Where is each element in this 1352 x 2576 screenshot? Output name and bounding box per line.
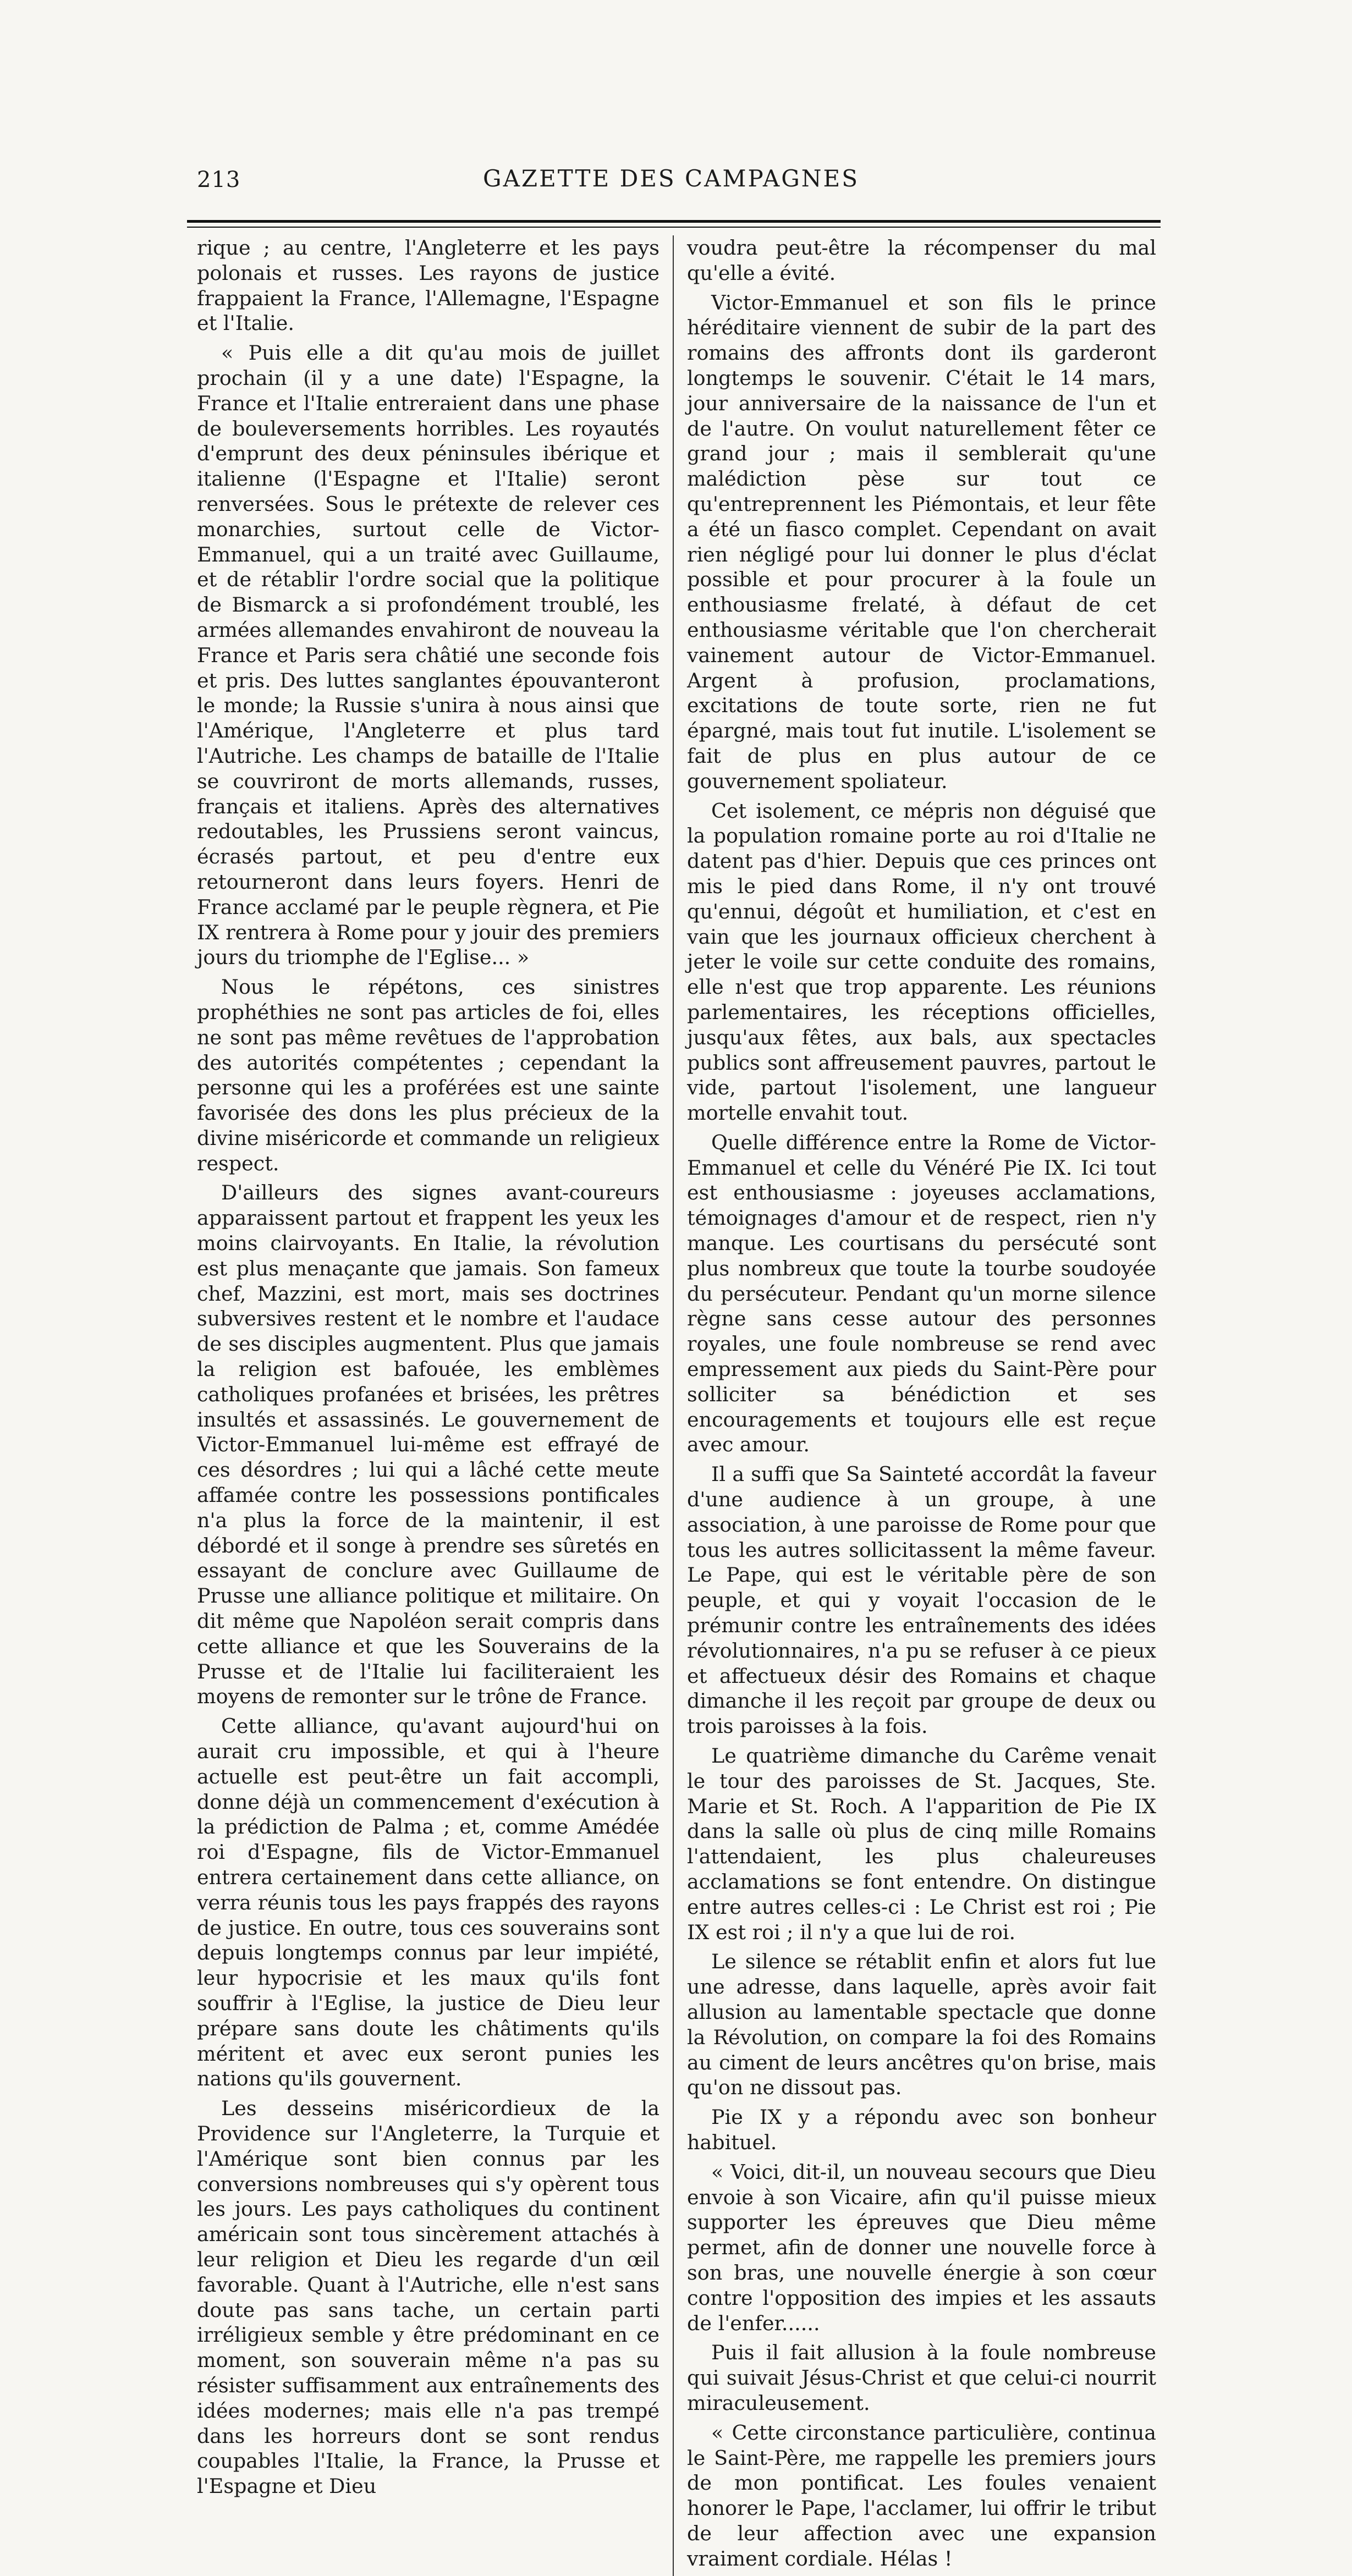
- paragraph: Puis il fait allusion à la foule nombreuse qui suivait Jésus-Christ et que celui-ci nourrit miraculeusement.: [687, 2341, 1156, 2415]
- right-column: [674, 235, 1161, 2576]
- paragraph: Cet isolement, ce mépris non déguisé que la population romaine porte au roi d'Italie ne datent pas d'hier. Depuis que ces princes ont mis le pied dans Rome, il n'y ont trouvé qu'ennui, dégoût et humiliation, et c'est en vain que les journaux officieux cherchent à jeter le voile sur cette conduite des romains, elle n'est que trop apparente. Les réunions parlementaires, les réceptions officielles, jusqu'aux fêtes, aux bals, aux spectacles publics sont affreusement pauvres, partout le vide, partout l'isolement, une langueur mortelle envahit tout.: [687, 799, 1156, 1125]
- article-columns: [187, 235, 1161, 2571]
- paragraph: Cette alliance, qu'avant aujourd'hui on aurait cru impossible, et qui à l'heure actuelle est peut-être un fait accompli, donne déjà un commencement d'exécution à la prédiction de Palma ; et, comme Amédée roi d'Espagne, fils de Victor-Emmanuel entrera certainement dans cette alliance, on verra réunis tous les pays frappés des rayons de justice. En outre, tous ces souverains sont depuis longtemps connus par leur impiété, leur hypocrisie et les maux qu'ils font souffrir à l'Eglise, la justice de Dieu leur prépare sans doute les châtiments qu'ils méritent et avec eux seront punies les nations qu'ils gouvernent.: [197, 1714, 659, 2091]
- paragraph: Il a suffi que Sa Sainteté accordât la faveur d'une audience à un groupe, à une association, à une paroisse de Rome pour que tous les autres sollicitassent la même faveur. Le Pape, qui est le véritable père de son peuple, et qui y voyait l'occasion de le prémunir contre les entraînements des idées révolutionnaires, n'a pu se refuser à ce pieux et affectueux désir des Romains et chaque dimanche il les reçoit par groupe de deux ou trois paroisses à la fois.: [687, 1462, 1156, 1738]
- paragraph: voudra peut-être la récompenser du mal qu'elle a évité.: [687, 236, 1156, 285]
- paragraph: Pie IX y a répondu avec son bonheur habituel.: [687, 2105, 1156, 2154]
- header-rule-thin: [187, 227, 1161, 228]
- journal-title: GAZETTE DES CAMPAGNES: [483, 165, 859, 192]
- paragraph: Les desseins miséricordieux de la Providence sur l'Angleterre, la Turquie et l'Amérique sont bien connus par les conversions nombreuses qui s'y opèrent tous les jours. Les pays catholiques du continent américain sont tous sincèrement attachés à leur religion et Dieu les regarde d'un œil favorable. Quant à l'Autriche, elle n'est sans doute pas sans tache, un certain parti irréligieux semble y être prédominant en ce moment, son souverain même n'a pas su résister suffisamment aux entraînements des idées modernes; mais elle n'a pas trempé dans les horreurs dont se sont rendus coupables l'Italie, la France, la Prusse et l'Espagne et Dieu: [197, 2096, 659, 2498]
- paragraph: Nous le répétons, ces sinistres prophéthies ne sont pas articles de foi, elles ne sont pas même revêtues de l'approbation des autorités compétentes ; cependant la personne qui les a proférées est une sainte favorisée des dons les plus précieux de la divine miséricorde et commande un religieux respect.: [197, 975, 659, 1175]
- paragraph: « Voici, dit-il, un nouveau secours que Dieu envoie à son Vicaire, afin qu'il puisse mieux supporter les épreuves que Dieu même permet, afin de donner une nouvelle force à son bras, une nouvelle énergie à son cœur contre l'opposition des impies et les assauts de l'enfer......: [687, 2160, 1156, 2335]
- header-rule-thick: [187, 220, 1161, 223]
- paragraph: D'ailleurs des signes avant-coureurs apparaissent partout et frappent les yeux les moins clairvoyants. En Italie, la révolution est plus menaçante que jamais. Son fameux chef, Mazzini, est mort, mais ses doctrines subversives restent et le nombre et l'audace de ses disciples augmentent. Plus que jamais la religion est bafouée, les emblèmes catholiques profanées et brisées, les prêtres insultés et assassinés. Le gouvernement de Victor-Emmanuel lui-même est effrayé de ces désordres ; lui qui a lâché cette meute affamée contre les possessions pontificales n'a plus la force de la maintenir, il est débordé et il songe à prendre ses sûretés en essayant de conclure avec Guillaume de Prusse une alliance politique et militaire. On dit même que Napoléon serait compris dans cette alliance et que les Souverains de la Prusse et de l'Italie lui faciliteraient les moyens de remonter sur le trône de France.: [197, 1181, 659, 1709]
- page-header: [182, 165, 1161, 203]
- paragraph: « Puis elle a dit qu'au mois de juillet prochain (il y a une date) l'Espagne, la France et l'Italie entreraient dans une phase de bouleversements horribles. Les royautés d'emprunt des deux péninsules ibérique et italienne (l'Espagne et l'Italie) seront renversées. Sous le prétexte de relever ces monarchies, surtout celle de Victor-Emmanuel, qui a un traité avec Guillaume, et de rétablir l'ordre social que la politique de Bismarck a si profondément troublé, les armées allemandes envahiront de nouveau la France et Paris sera châtié une seconde fois et pris. Des luttes sanglantes épouvanteront le monde; la Russie s'unira à nous ainsi que l'Amérique, l'Angleterre et plus tard l'Autriche. Les champs de bataille de l'Italie se couvriront de morts allemands, russes, français et italiens. Après des alternatives redoutables, les Prussiens seront vaincus, écrasés partout, et peu d'entre eux retourneront dans leurs foyers. Henri de France acclamé par le peuple règnera, et Pie IX rentrera à Rome pour y jouir des premiers jours du triomphe de l'Eglise... »: [197, 341, 659, 970]
- paragraph: Victor-Emmanuel et son fils le prince héréditaire viennent de subir de la part des romains des affronts dont ils garderont longtemps le souvenir. C'était le 14 mars, jour anniversaire de la naissance de l'un et de l'autre. On voulut naturellement fêter ce grand jour ; mais il semblerait qu'une malédiction pèse sur tout ce qu'entreprennent les Piémontais, et leur fête a été un fiasco complet. Cependant on avait rien négligé pour lui donner le plus d'éclat possible et pour procurer à la foule un enthousiasme frelaté, à défaut de cet enthousiasme véritable que l'on chercherait vainement autour de Victor-Emmanuel. Argent à profusion, proclamations, excitations de toute sorte, rien ne fut épargné, mais tout fut inutile. L'isolement se fait de plus en plus autour de ce gouvernement spoliateur.: [687, 290, 1156, 793]
- left-column: [187, 235, 674, 2576]
- newspaper-page: [182, 165, 1161, 2571]
- paragraph: Quelle différence entre la Rome de Victor-Emmanuel et celle du Vénéré Pie IX. Ici tout est enthousiasme : joyeuses acclamations, témoignages d'amour et de respect, rien n'y manque. Les courtisans du persécuté sont plus nombreux que toute la tourbe soudoyée du persécuteur. Pendant qu'un morne silence règne sans cesse autour des personnes royales, une foule nombreuse se rend avec empressement aux pieds du Saint-Père pour solliciter sa bénédiction et ses encouragements et toujours elle est reçue avec amour.: [687, 1130, 1156, 1457]
- paragraph: « Cette circonstance particulière, continua le Saint-Père, me rappelle les premiers jours de mon pontificat. Les foules venaient honorer le Pape, l'acclamer, lui offrir le tribut de leur affection avec une expansion vraiment cordiale. Hélas !: [687, 2420, 1156, 2571]
- paragraph: Le quatrième dimanche du Carême venait le tour des paroisses de St. Jacques, Ste. Marie et St. Roch. A l'apparition de Pie IX dans la salle où plus de cinq mille Romains l'attendaient, les plus chaleureuses acclamations se font entendre. On distingue entre autres celles-ci : Le Christ est roi ; Pie IX est roi ; il n'y a que lui de roi.: [687, 1744, 1156, 1944]
- paragraph: rique ; au centre, l'Angleterre et les pays polonais et russes. Les rayons de justice frappaient la France, l'Allemagne, l'Espagne et l'Italie.: [197, 236, 659, 335]
- page-number: 213: [197, 167, 241, 192]
- paragraph: Le silence se rétablit enfin et alors fut lue une adresse, dans laquelle, après avoir fait allusion au lamentable spectacle que donne la Révolution, on compare la foi des Romains au ciment de leurs ancêtres qu'on brise, mais qu'on ne dissout pas.: [687, 1950, 1156, 2100]
